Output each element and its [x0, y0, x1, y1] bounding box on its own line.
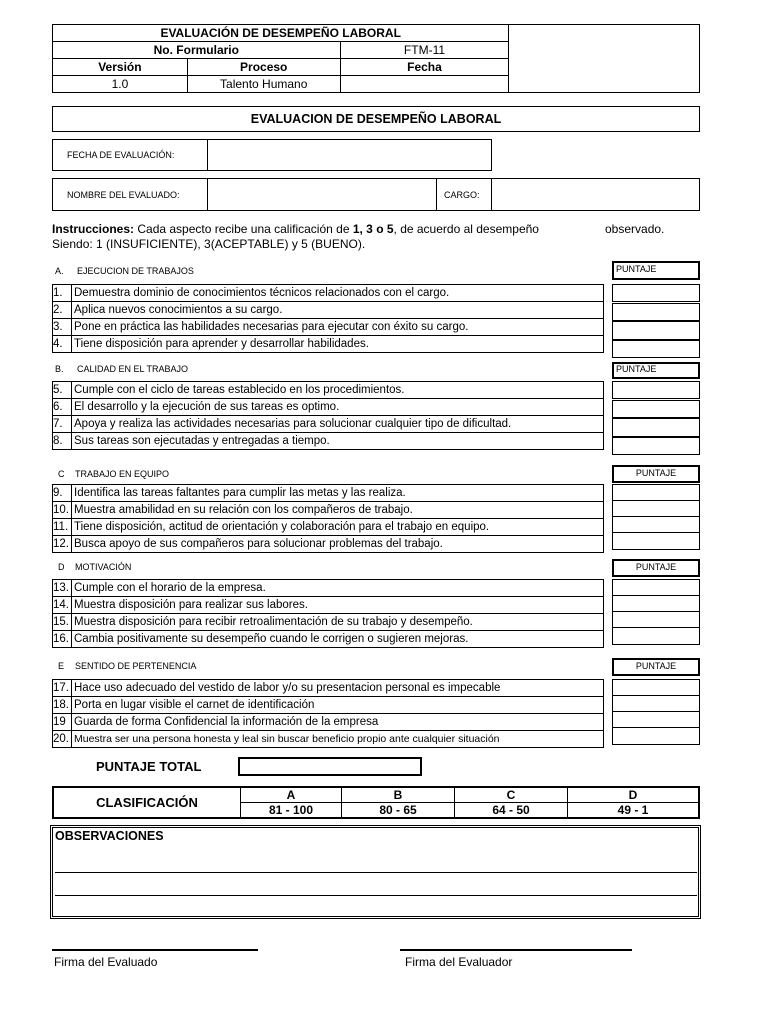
form-no-value: FTM-11	[340, 42, 509, 59]
score-input[interactable]	[612, 679, 700, 696]
score-input[interactable]	[612, 340, 700, 358]
section-letter: E	[58, 661, 65, 671]
position-input[interactable]	[493, 179, 699, 210]
form-no-label: No. Formulario	[53, 42, 341, 59]
table-row: 1. Demuestra dominio de conocimientos técnicos relacionados con el cargo.	[53, 285, 604, 302]
score-header-e: PUNTAJE	[612, 658, 700, 676]
table-row: 2. Aplica nuevos conocimientos a su cargo.	[53, 302, 604, 319]
class-letter: D	[568, 787, 700, 803]
process-value: Talento Humano	[187, 76, 340, 93]
table-row: 20. Muestra ser una persona honesta y leal sin buscar beneficio propio ante cualquier situación	[53, 731, 604, 748]
table-row: 16. Cambia positivamente su desempeño cuando le corrigen o sugieren mejoras.	[53, 631, 604, 648]
total-score-input[interactable]	[238, 757, 422, 776]
logo-cell	[509, 25, 700, 93]
section-title: SENTIDO DE PERTENENCIA	[75, 661, 197, 671]
section-b-items	[52, 381, 604, 450]
table-row: 6. El desarrollo y la ejecución de sus tareas es optimo.	[53, 399, 604, 416]
score-input[interactable]	[612, 695, 700, 712]
score-input[interactable]	[612, 437, 700, 455]
section-d-items	[52, 579, 604, 648]
instructions-text1: Cada aspecto recibe una calificación de	[134, 222, 353, 236]
evaluee-input[interactable]	[209, 179, 435, 210]
score-input[interactable]	[612, 579, 700, 596]
evaluee-label: NOMBRE DEL EVALUADO:	[67, 190, 180, 200]
observations-label: OBSERVACIONES	[55, 829, 164, 843]
score-input[interactable]	[612, 400, 700, 418]
score-input[interactable]	[612, 381, 700, 399]
observations-line-3[interactable]	[57, 897, 697, 917]
classification-table	[52, 786, 700, 819]
form-title: EVALUACION DE DESEMPEÑO LABORAL	[52, 106, 700, 132]
table-row: 9. Identifica las tareas faltantes para cumplir las metas y las realiza.	[53, 485, 604, 502]
evaluator-signature-label: Firma del Evaluador	[405, 955, 513, 969]
score-input[interactable]	[612, 484, 700, 501]
score-input[interactable]	[612, 727, 700, 745]
section-c-items	[52, 484, 604, 553]
score-input[interactable]	[612, 500, 700, 517]
header-title: EVALUACIÓN DE DESEMPEÑO LABORAL	[53, 25, 509, 42]
score-header-d: PUNTAJE	[612, 559, 700, 577]
evaluee-signature-line[interactable]	[52, 949, 258, 951]
version-label: Versión	[53, 59, 188, 76]
instructions-line2: Siendo: 1 (INSUFICIENTE), 3(ACEPTABLE) y 5 (BUENO).	[52, 237, 366, 251]
score-header-a: PUNTAJE	[612, 261, 700, 280]
class-letter: B	[342, 787, 455, 803]
eval-date-row	[52, 139, 492, 171]
date-value[interactable]	[340, 76, 509, 93]
score-input[interactable]	[612, 321, 700, 340]
table-row: 18. Porta en lugar visible el carnet de identificación	[53, 697, 604, 714]
instructions-values: 1, 3 o 5	[352, 222, 394, 236]
instructions-lead: Instrucciones:	[52, 222, 135, 236]
section-title: EJECUCION DE TRABAJOS	[77, 266, 194, 276]
version-value: 1.0	[53, 76, 188, 93]
score-input[interactable]	[612, 627, 700, 645]
table-row: 15. Muestra disposición para recibir retroalimentación de su trabajo y desempeño.	[53, 614, 604, 631]
score-header-b: PUNTAJE	[612, 362, 700, 379]
evaluee-signature-label: Firma del Evaluado	[54, 955, 158, 969]
table-row: 10. Muestra amabilidad en su relación con los compañeros de trabajo.	[53, 502, 604, 519]
date-label: Fecha	[340, 59, 509, 76]
table-row: 7. Apoya y realiza las actividades necesarias para solucionar cualquier tipo de dificultad.	[53, 416, 604, 433]
section-letter: D	[58, 562, 65, 572]
process-label: Proceso	[187, 59, 340, 76]
class-range: 80 - 65	[342, 803, 455, 819]
class-range: 81 - 100	[241, 803, 342, 819]
instructions-text2: , de acuerdo al desempeño	[393, 222, 539, 236]
score-input[interactable]	[612, 595, 700, 612]
section-a-items	[52, 284, 604, 353]
section-e-items	[52, 679, 604, 748]
eval-date-input[interactable]	[209, 140, 489, 170]
section-title: CALIDAD EN EL TRABAJO	[77, 364, 189, 374]
score-input[interactable]	[612, 303, 700, 321]
position-label: CARGO:	[444, 190, 480, 200]
section-letter: B.	[55, 364, 64, 374]
section-letter: A.	[55, 266, 64, 276]
table-row: 4. Tiene disposición para aprender y desarrollar habilidades.	[53, 336, 604, 353]
table-row: 14. Muestra disposición para realizar sus labores.	[53, 597, 604, 614]
score-header-c: PUNTAJE	[612, 465, 700, 483]
instructions	[52, 222, 712, 252]
score-input[interactable]	[612, 284, 700, 302]
score-input[interactable]	[612, 611, 700, 628]
score-input[interactable]	[612, 418, 700, 437]
table-row: 11. Tiene disposición, actitud de orientación y colaboración para el trabajo en equipo.	[53, 519, 604, 536]
table-row: 8. Sus tareas son ejecutadas y entregadas a tiempo.	[53, 433, 604, 450]
score-input[interactable]	[612, 711, 700, 728]
class-range: 49 - 1	[568, 803, 700, 819]
classification-label: CLASIFICACIÓN	[53, 787, 241, 818]
header-table	[52, 24, 700, 93]
score-input[interactable]	[612, 516, 700, 533]
observations-box	[50, 825, 701, 919]
section-title: MOTIVACIÓN	[75, 562, 132, 572]
table-row: 3. Pone en práctica las habilidades necesarias para ejecutar con éxito su cargo.	[53, 319, 604, 336]
class-letter: A	[241, 787, 342, 803]
table-row: 5. Cumple con el ciclo de tareas establecido en los procedimientos.	[53, 382, 604, 399]
observations-line-1[interactable]	[57, 846, 697, 870]
class-range: 64 - 50	[455, 803, 568, 819]
table-row: 19 Guarda de forma Confidencial la información de la empresa	[53, 714, 604, 731]
evaluator-signature-line[interactable]	[400, 949, 632, 951]
table-row: 12. Busca apoyo de sus compañeros para solucionar problemas del trabajo.	[53, 536, 604, 553]
total-label: PUNTAJE TOTAL	[96, 759, 202, 774]
score-input[interactable]	[612, 532, 700, 550]
class-letter: C	[455, 787, 568, 803]
table-row: 13. Cumple con el horario de la empresa.	[53, 580, 604, 597]
section-letter: C	[58, 469, 65, 479]
section-title: TRABAJO EN EQUIPO	[75, 469, 170, 479]
evaluee-row	[52, 178, 700, 211]
eval-date-label: FECHA DE EVALUACIÓN:	[67, 150, 175, 160]
table-row: 17. Hace uso adecuado del vestido de labor y/o su presentacion personal es impecable	[53, 680, 604, 697]
instructions-text3: observado.	[605, 222, 665, 236]
observations-line-2[interactable]	[57, 874, 697, 894]
